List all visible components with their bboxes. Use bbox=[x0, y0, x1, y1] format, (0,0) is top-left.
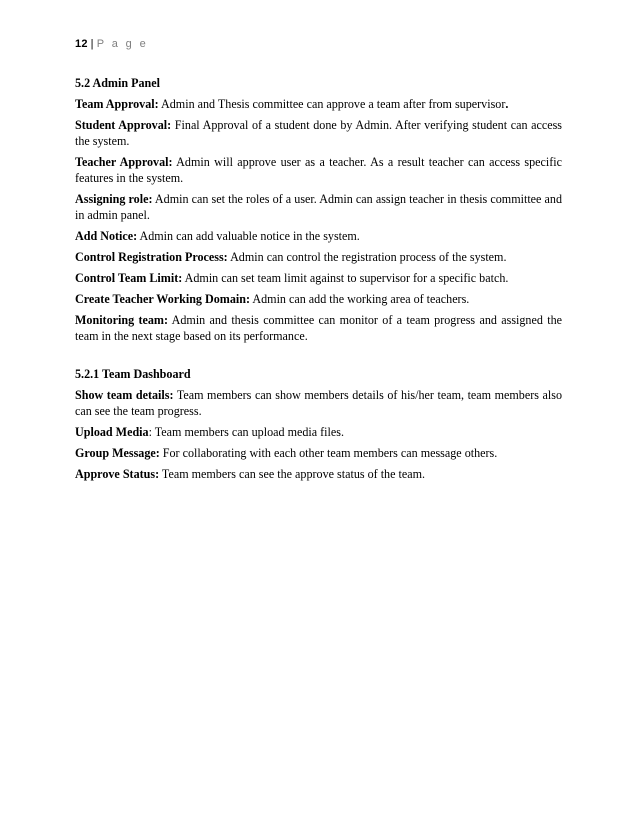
paragraph-create-teacher-domain bbox=[75, 291, 562, 307]
paragraph-monitoring-team bbox=[75, 312, 562, 344]
term-description: Team members can show members details of his/her team, team members also can see the team progress. bbox=[75, 388, 562, 418]
term-label: Group Message: bbox=[75, 446, 160, 460]
term-label: Team Approval: bbox=[75, 97, 159, 111]
section-spacer bbox=[75, 349, 562, 366]
term-description: Admin will approve user as a teacher. As a result teacher can access specific features in the system. bbox=[75, 155, 562, 185]
term-description: Admin and Thesis committee can approve a team after from supervisor bbox=[158, 97, 506, 111]
term-description: Team members can see the approve status of the team. bbox=[159, 467, 426, 481]
term-description: Admin can add valuable notice in the system. bbox=[137, 229, 360, 243]
term-description: Admin can set team limit against to supervisor for a specific batch. bbox=[182, 271, 509, 285]
term-description: : Team members can upload media files. bbox=[148, 425, 344, 439]
term-tail: . bbox=[505, 97, 509, 111]
section-heading-team-dashboard: 5.2.1 Team Dashboard bbox=[75, 367, 191, 381]
paragraph-group-message bbox=[75, 445, 562, 461]
term-label: Upload Media bbox=[75, 425, 149, 439]
paragraph-control-registration bbox=[75, 249, 562, 265]
paragraph-teacher-approval bbox=[75, 154, 562, 186]
paragraph-upload-media bbox=[75, 424, 562, 440]
term-label: Assigning role: bbox=[75, 192, 153, 206]
term-description: Final Approval of a student done by Admin. After verifying student can access the system. bbox=[75, 118, 563, 148]
term-description: Admin can set the roles of a user. Admin can assign teacher in thesis committee and in admin panel. bbox=[75, 192, 562, 222]
document-body bbox=[75, 75, 562, 487]
paragraph-control-team-limit bbox=[75, 270, 562, 286]
page-word: P a g e bbox=[96, 38, 149, 50]
term-label: Student Approval: bbox=[75, 118, 172, 132]
page-number: 12 bbox=[75, 38, 88, 50]
paragraph-assigning-role bbox=[75, 191, 562, 223]
paragraph-add-notice bbox=[75, 228, 562, 244]
page-separator: | bbox=[90, 38, 94, 50]
term-label: Teacher Approval: bbox=[75, 155, 173, 169]
paragraph-approve-status bbox=[75, 466, 562, 482]
term-label: Create Teacher Working Domain: bbox=[75, 292, 251, 306]
term-label: Control Team Limit: bbox=[75, 271, 183, 285]
term-label: Show team details: bbox=[75, 388, 174, 402]
section-heading-admin-panel: 5.2 Admin Panel bbox=[75, 76, 161, 90]
paragraph-student-approval bbox=[75, 117, 562, 149]
term-description: For collaborating with each other team members can message others. bbox=[159, 446, 498, 460]
term-description: Admin and thesis committee can monitor of a team progress and assigned the team in the next stage based on its performance. bbox=[75, 313, 562, 343]
term-label: Control Registration Process: bbox=[75, 250, 228, 264]
term-label: Approve Status: bbox=[75, 467, 160, 481]
term-label: Monitoring team: bbox=[75, 313, 168, 327]
term-description: Admin can control the registration process of the system. bbox=[227, 250, 507, 264]
page-header bbox=[75, 38, 148, 50]
paragraph-show-team-details bbox=[75, 387, 562, 419]
term-description: Admin can add the working area of teachers. bbox=[250, 292, 470, 306]
term-label: Add Notice: bbox=[75, 229, 138, 243]
paragraph-team-approval bbox=[75, 96, 562, 112]
